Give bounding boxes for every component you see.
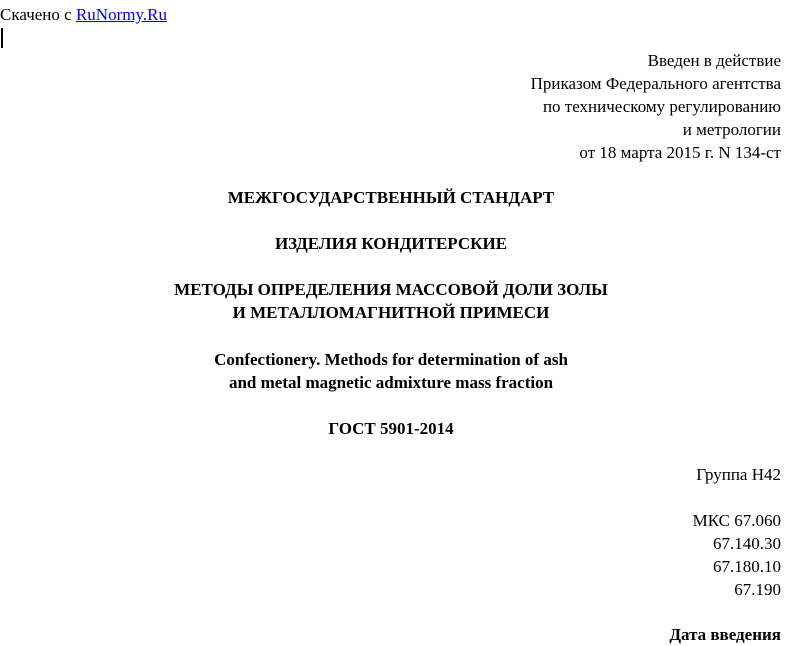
mks-line: 67.190 xyxy=(734,580,781,599)
enactment-line: от 18 марта 2015 г. N 134-ст xyxy=(579,143,781,162)
methods-line-1: МЕТОДЫ ОПРЕДЕЛЕНИЯ МАССОВОЙ ДОЛИ ЗОЛЫ xyxy=(174,280,608,299)
runormy-link[interactable]: RuNormy.Ru xyxy=(75,5,167,24)
mks-line: МКС 67.060 xyxy=(692,511,781,530)
product-text: ИЗДЕЛИЯ КОНДИТЕРСКИЕ xyxy=(274,234,508,253)
gost-number-text: ГОСТ 5901-2014 xyxy=(328,419,454,438)
mks-block xyxy=(693,509,781,601)
enactment-line: Приказом Федерального агентства xyxy=(530,74,781,93)
mks-line: 67.180.10 xyxy=(713,557,781,576)
intro-date-label: Дата введения xyxy=(669,625,781,644)
standard-type-heading xyxy=(0,186,782,209)
mks-line: 67.140.30 xyxy=(713,534,781,553)
enactment-line: и метрологии xyxy=(682,120,781,139)
english-title-line-1: Confectionery. Methods for determination of ash xyxy=(214,350,568,369)
product-heading xyxy=(0,232,782,255)
english-title xyxy=(0,348,782,394)
methods-line-2: И МЕТАЛЛОМАГНИТНОЙ ПРИМЕСИ xyxy=(232,303,550,322)
enactment-line: по техническому регулированию xyxy=(542,97,781,116)
enactment-block xyxy=(531,49,781,164)
group-code: Группа Н42 xyxy=(696,465,781,484)
source-prefix: Скачено с xyxy=(0,5,76,24)
source-line xyxy=(0,3,167,26)
enactment-line: Введен в действие xyxy=(647,51,781,70)
gost-number-heading xyxy=(0,417,782,440)
methods-heading xyxy=(0,278,782,324)
standard-type-text: МЕЖГОСУДАРСТВЕННЫЙ СТАНДАРТ xyxy=(227,188,555,207)
english-title-line-2: and metal magnetic admixture mass fraction xyxy=(228,373,554,392)
group-block xyxy=(696,463,781,486)
text-caret xyxy=(1,28,3,48)
